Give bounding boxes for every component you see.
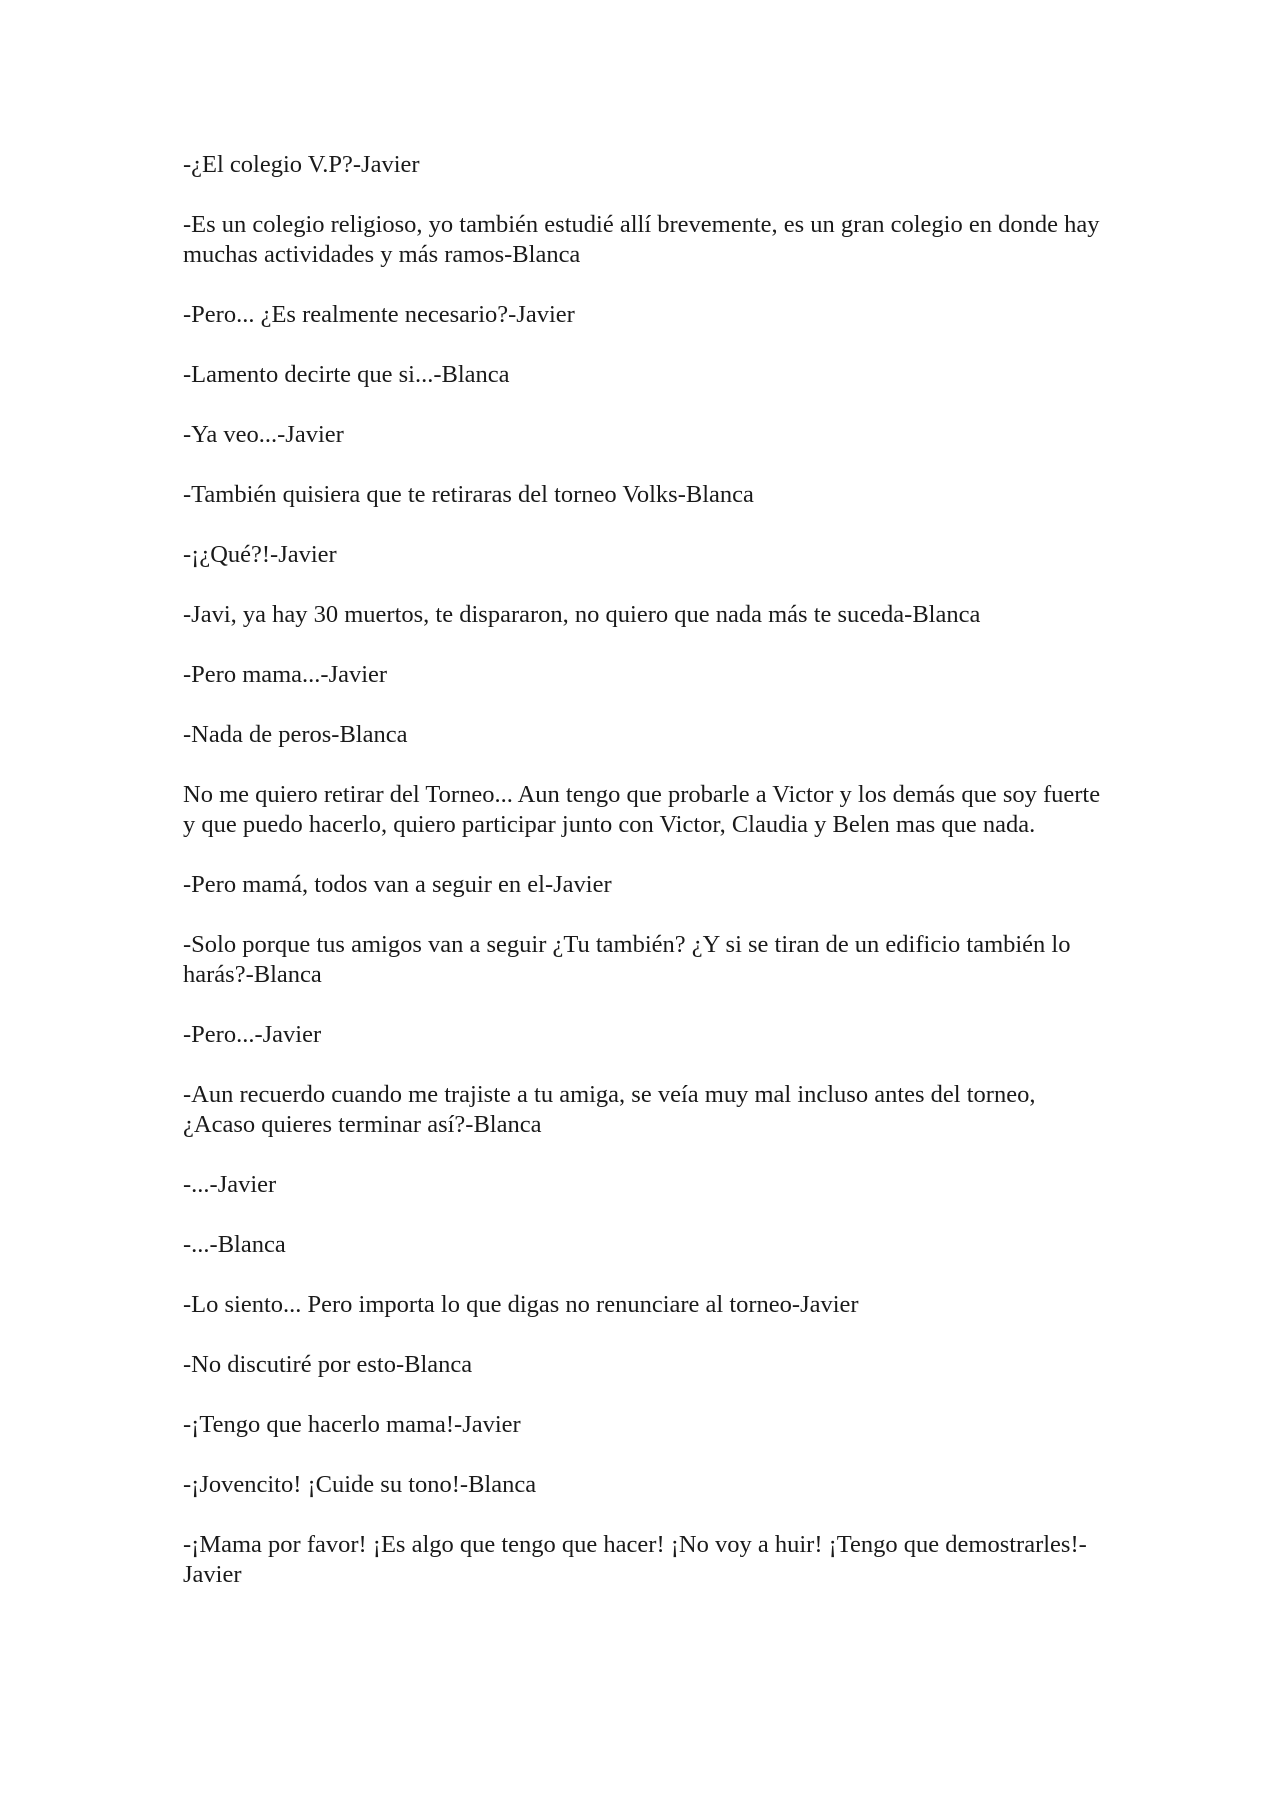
dialogue-paragraph: -¡Mama por favor! ¡Es algo que tengo que hacer! ¡No voy a huir! ¡Tengo que demostrarles!-Javier: [183, 1531, 1087, 1588]
dialogue-paragraph: -¡¿Qué?!-Javier: [183, 541, 337, 568]
dialogue-paragraph: -Nada de peros-Blanca: [183, 721, 408, 748]
dialogue-paragraph: -Pero...-Javier: [183, 1021, 322, 1048]
dialogue-paragraph: -Pero... ¿Es realmente necesario?-Javier: [183, 301, 575, 328]
dialogue-paragraph: -...-Blanca: [183, 1231, 286, 1258]
dialogue-paragraph: -¿El colegio V.P?-Javier: [183, 151, 420, 178]
dialogue-paragraph: -Lo siento... Pero importa lo que digas no renunciare al torneo-Javier: [183, 1291, 859, 1318]
dialogue-paragraph: -Lamento decirte que si...-Blanca: [183, 361, 510, 388]
dialogue-paragraph: -Es un colegio religioso, yo también estudié allí brevemente, es un gran colegio en donde hay muchas actividades y más ramos-Blanca: [183, 211, 1100, 268]
dialogue-paragraph: -Pero mamá, todos van a seguir en el-Javier: [183, 871, 612, 898]
page-body: [183, 150, 1103, 1620]
dialogue-paragraph: -¡Jovencito! ¡Cuide su tono!-Blanca: [183, 1471, 537, 1498]
dialogue-paragraph: -¡Tengo que hacerlo mama!-Javier: [183, 1411, 521, 1438]
dialogue-paragraph: -Aun recuerdo cuando me trajiste a tu amiga, se veía muy mal incluso antes del torneo, ¿Acaso quieres terminar así?-Blanca: [183, 1081, 1036, 1138]
dialogue-paragraph: -No discutiré por esto-Blanca: [183, 1351, 473, 1378]
dialogue-paragraph: -Pero mama...-Javier: [183, 661, 388, 688]
dialogue-paragraph: -Javi, ya hay 30 muertos, te dispararon, no quiero que nada más te suceda-Blanca: [183, 601, 981, 628]
dialogue-paragraph: -...-Javier: [183, 1171, 277, 1198]
dialogue-paragraph: -Solo porque tus amigos van a seguir ¿Tu también? ¿Y si se tiran de un edificio también lo harás?-Blanca: [183, 931, 1071, 988]
dialogue-paragraph: -También quisiera que te retiraras del torneo Volks-Blanca: [183, 481, 754, 508]
narration-paragraph: No me quiero retirar del Torneo... Aun tengo que probarle a Victor y los demás que soy fuerte y que puedo hacerlo, quiero participar junto con Victor, Claudia y Belen mas que nada.: [183, 781, 1101, 838]
dialogue-paragraph: -Ya veo...-Javier: [183, 421, 344, 448]
